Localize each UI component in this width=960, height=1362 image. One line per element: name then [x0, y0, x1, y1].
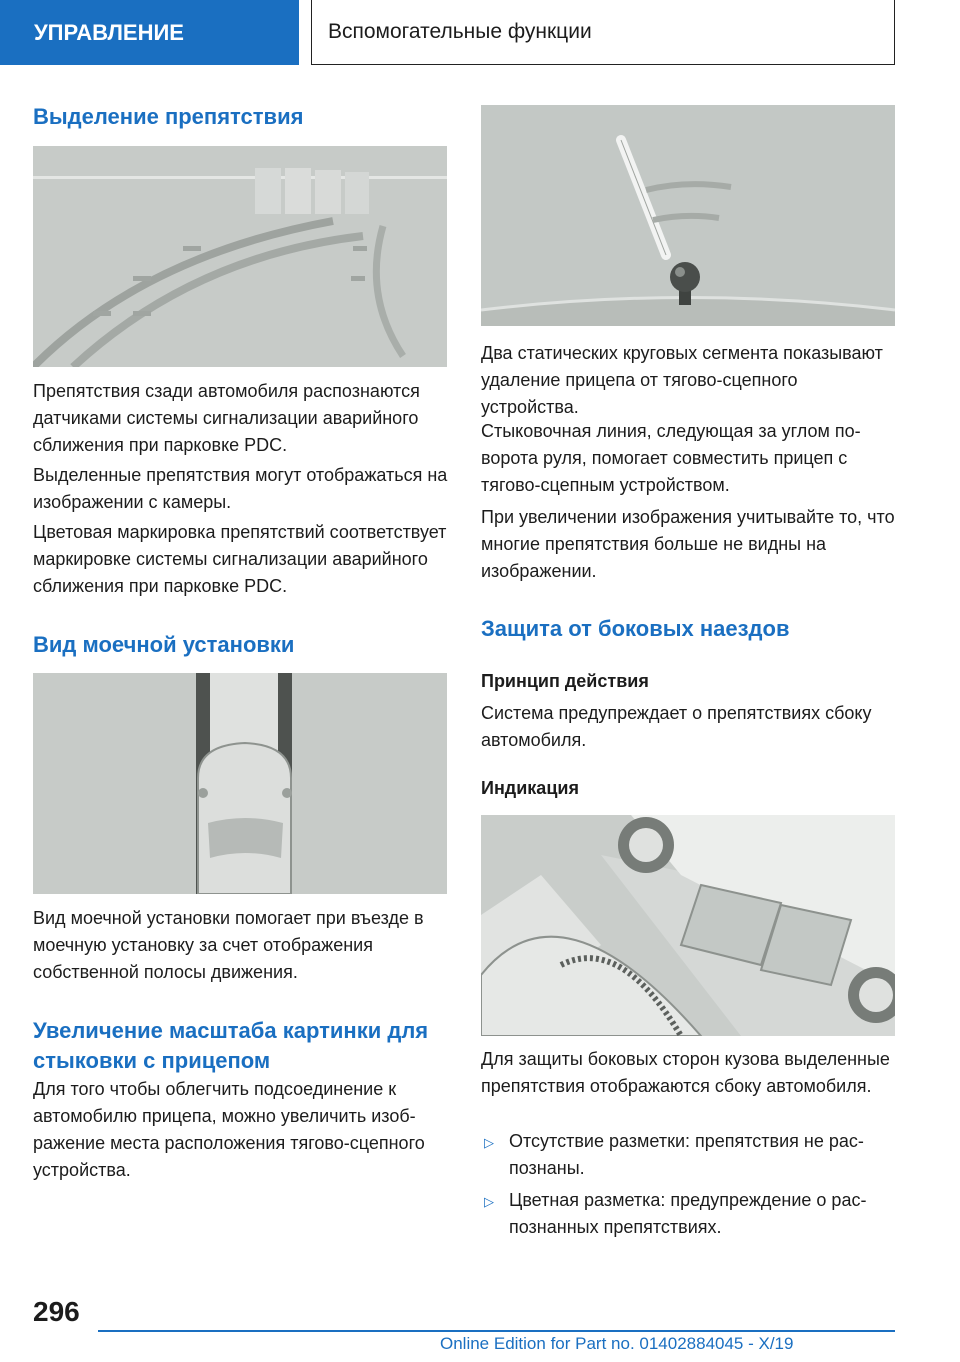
trailer-hitch-camera-image [481, 105, 895, 326]
indication-paragraph: Для защиты боковых сторон кузова выделенные препятствия отображаются сбоку автомобиля. [481, 1049, 890, 1096]
heading-side-protection: Защита от боковых наездов [481, 616, 790, 641]
principle-paragraph: Система предупреждает о препятствиях сбоку автомобиля. [481, 703, 872, 750]
heading-obstacles: Выделение препятствия [33, 104, 304, 129]
bullet-colored-marking: Цветная разметка: предупреждение о распознанных препятствиях. [509, 1190, 867, 1237]
section-tab [0, 0, 299, 65]
hitch-paragraph-2: Стыковочная линия, следующая за углом поворота руля, помогает совместить прицеп с тягово-сцепным устройством. [481, 421, 861, 495]
obstacles-paragraph-3: Цветовая маркировка препятствий соответствует маркировке системы сигнализации аварийного сближения при парковке PDC. [33, 522, 447, 596]
bullet-triangle-icon: ▷ [484, 1194, 494, 1209]
hitch-paragraph-1: Два статических круговых сегмента показывают удаление прицепа от тягово-сцепного устройства. [481, 343, 883, 417]
footer-edition: Online Edition for Part no. 01402884045 - X/19 [440, 1334, 794, 1353]
footer-divider [98, 1330, 895, 1332]
heading-indication: Индикация [481, 778, 579, 798]
obstacles-paragraph-1: Препятствия сзади автомобиля распознаются датчиками системы сигнализации аварийного сближения при парковке PDC. [33, 381, 420, 455]
page-header-title: Вспомогательные функции [328, 20, 592, 43]
heading-principle: Принцип действия [481, 671, 649, 691]
bullet-no-marking: Отсутствие разметки: препятствия не распознаны. [509, 1131, 864, 1178]
page-number: 296 [33, 1296, 80, 1327]
hitch-paragraph-3: При увеличении изображения учитывайте то, что многие препятствия больше не видны на изображении. [481, 507, 895, 581]
car-wash-camera-image [33, 673, 447, 894]
obstacles-paragraph-2: Выделенные препятствия могут отображаться на изображении с камеры. [33, 465, 448, 512]
heading-car-wash-view: Вид моечной установки [33, 632, 295, 657]
obstacle-camera-image [33, 146, 447, 367]
car-wash-paragraph: Вид моечной установки помогает при въезде в моечную установку за счет отображения собственной полосы движения. [33, 908, 424, 982]
heading-zoom-trailer: Увеличение масштаба картинки для стыковки с прицепом [33, 1018, 429, 1073]
side-protection-image [481, 815, 895, 1036]
section-label: УПРАВЛЕНИЕ [34, 19, 184, 45]
bullet-triangle-icon: ▷ [484, 1135, 494, 1150]
zoom-trailer-paragraph: Для того чтобы облегчить подсоединение к автомобилю прицепа, можно увеличить изображение места расположения тягово-сцепного устройства. [33, 1079, 425, 1180]
page-header [311, 0, 895, 65]
